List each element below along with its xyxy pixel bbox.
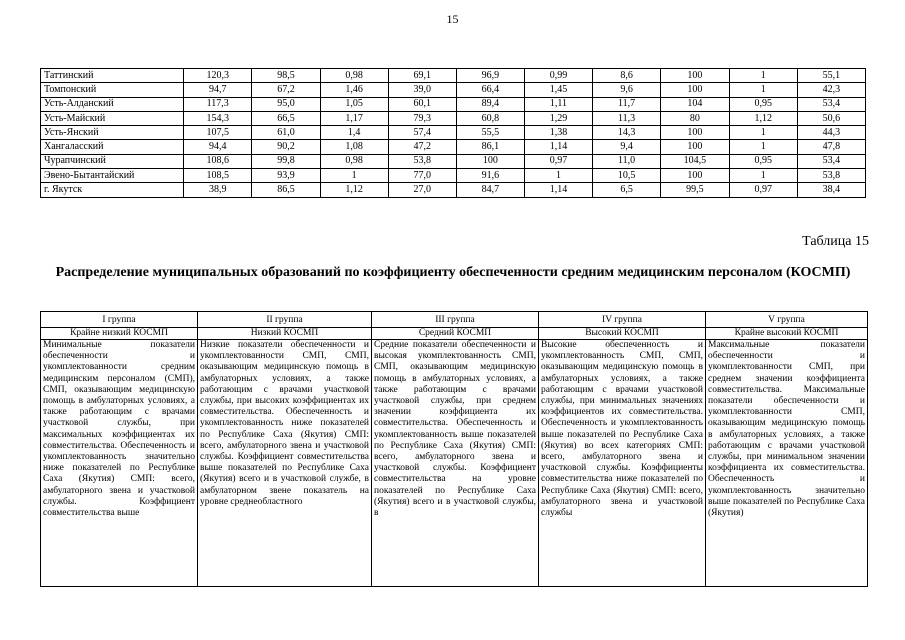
value-cell: 1,11 xyxy=(524,97,592,111)
value-cell: 11,3 xyxy=(593,111,661,125)
value-cell: 1,05 xyxy=(320,97,388,111)
value-cell: 96,9 xyxy=(456,69,524,83)
value-cell: 94,4 xyxy=(183,140,252,154)
value-cell: 100 xyxy=(456,154,524,168)
value-cell: 94,7 xyxy=(183,83,252,97)
value-cell: 57,4 xyxy=(388,126,456,140)
municipality-name-cell: Томпонский xyxy=(41,83,184,97)
value-cell: 104,5 xyxy=(661,154,730,168)
group-level-row xyxy=(41,328,868,340)
value-cell: 1,45 xyxy=(524,83,592,97)
group-header-1: I группа xyxy=(41,312,198,328)
value-cell: 67,2 xyxy=(252,83,320,97)
value-cell: 14,3 xyxy=(593,126,661,140)
table-title: Распределение муниципальных образований по коэффициенту обеспеченности средним медицинским персоналом (КОСМП) xyxy=(55,265,851,280)
value-cell: 38,9 xyxy=(183,183,252,197)
value-cell: 0,98 xyxy=(320,69,388,83)
value-cell: 99,8 xyxy=(252,154,320,168)
value-cell: 55,5 xyxy=(456,126,524,140)
table-row xyxy=(41,97,866,111)
group-level-2: Низкий КОСМП xyxy=(198,328,372,340)
municipality-name-cell: Таттинский xyxy=(41,69,184,83)
value-cell: 1,08 xyxy=(320,140,388,154)
value-cell: 38,4 xyxy=(797,183,865,197)
value-cell: 27,0 xyxy=(388,183,456,197)
group-header-3: III группа xyxy=(372,312,539,328)
value-cell: 84,7 xyxy=(456,183,524,197)
table-row xyxy=(41,83,866,97)
value-cell: 1,17 xyxy=(320,111,388,125)
value-cell: 1,46 xyxy=(320,83,388,97)
value-cell: 80 xyxy=(661,111,730,125)
value-cell: 0,99 xyxy=(524,69,592,83)
value-cell: 100 xyxy=(661,126,730,140)
value-cell: 50,6 xyxy=(797,111,865,125)
value-cell: 99,5 xyxy=(661,183,730,197)
value-cell: 1,12 xyxy=(729,111,797,125)
group-description-text: Низкие показатели обеспеченности и укомплектованности СМП, СМП, оказывающим медицинскую помощь в амбулаторных условиях, а также работающим с врачами участковой службы, при высоких коэффициентах их совместительства. Обеспеченность и укомплектованность ниже показателей по Республике Саха (Якутия) СМП: всего, амбулаторного звена и участковой службы. Коэффициент совместительства выше показателей по Республике Саха (Якутия) всего и в участковой службе, в амбулаторном звене показатель на уровне среднеобластного xyxy=(200,340,369,507)
group-level-4: Высокий КОСМП xyxy=(539,328,706,340)
municipality-name-cell: Хангаласский xyxy=(41,140,184,154)
value-cell: 154,3 xyxy=(183,111,252,125)
table-row xyxy=(41,154,866,168)
value-cell: 90,2 xyxy=(252,140,320,154)
municipality-name-cell: Эвено-Бытантайский xyxy=(41,169,184,183)
value-cell: 9,6 xyxy=(593,83,661,97)
table-row xyxy=(41,183,866,197)
municipality-name-cell: Усть-Янский xyxy=(41,126,184,140)
municipality-name-cell: Чурапчинский xyxy=(41,154,184,168)
group-description-text: Высокие обеспеченность и укомплектованность СМП, СМП, оказывающим медицинскую помощь в амбулаторных условиях, а также работающим с врачами участковой службы, при минимальных значениях коэффициентов их совместительства. Обеспеченность и укомплектованность выше показателей по Республике Саха (Якутия) во всех категориях СМП: всего, амбулаторного звена и участковой службы. Коэффициенты совместительства ниже показателей по Республике Саха (Якутия) СМП: всего, амбулаторного звена и участковой службы xyxy=(541,340,703,519)
group-level-3: Средний КОСМП xyxy=(372,328,539,340)
municipality-name-cell: Усть-Майский xyxy=(41,111,184,125)
group-header-4: IV группа xyxy=(539,312,706,328)
group-level-5: Крайне высокий КОСМП xyxy=(706,328,868,340)
value-cell: 1,14 xyxy=(524,140,592,154)
value-cell: 91,6 xyxy=(456,169,524,183)
value-cell: 79,3 xyxy=(388,111,456,125)
group-header-row xyxy=(41,312,868,328)
page-number: 15 xyxy=(446,12,459,26)
value-cell: 100 xyxy=(661,83,730,97)
value-cell: 53,4 xyxy=(797,154,865,168)
group-description-4 xyxy=(539,340,706,587)
group-header-2: II группа xyxy=(198,312,372,328)
value-cell: 1,4 xyxy=(320,126,388,140)
group-description-1 xyxy=(41,340,198,587)
value-cell: 98,5 xyxy=(252,69,320,83)
value-cell: 9,4 xyxy=(593,140,661,154)
value-cell: 1 xyxy=(729,83,797,97)
value-cell: 53,4 xyxy=(797,97,865,111)
stats-table-body xyxy=(41,69,866,198)
value-cell: 61,0 xyxy=(252,126,320,140)
value-cell: 1 xyxy=(729,169,797,183)
value-cell: 108,6 xyxy=(183,154,252,168)
value-cell: 1 xyxy=(729,69,797,83)
municipal-stats-table xyxy=(40,68,866,198)
value-cell: 1,38 xyxy=(524,126,592,140)
group-description-5 xyxy=(706,340,868,587)
value-cell: 39,0 xyxy=(388,83,456,97)
value-cell: 0,98 xyxy=(320,154,388,168)
group-description-text: Максимальные показатели обеспеченности и укомплектованности СМП, при среднем значении коэффициента совместительства. Максимальные показатели обеспеченности и укомплектованности СМП, оказывающим медицинскую помощь в амбулаторных условиях, а также работающим с врачами участковой службы, при минимальном значении коэффициента их совместительства. Обеспеченность и укомплектованность значительно выше показателей по Республике Саха (Якутия) xyxy=(708,340,865,519)
table-row xyxy=(41,111,866,125)
value-cell: 8,6 xyxy=(593,69,661,83)
value-cell: 1,12 xyxy=(320,183,388,197)
value-cell: 77,0 xyxy=(388,169,456,183)
value-cell: 60,8 xyxy=(456,111,524,125)
value-cell: 1 xyxy=(320,169,388,183)
value-cell: 100 xyxy=(661,169,730,183)
value-cell: 100 xyxy=(661,140,730,154)
value-cell: 11,7 xyxy=(593,97,661,111)
value-cell: 1 xyxy=(729,126,797,140)
group-level-1: Крайне низкий КОСМП xyxy=(41,328,198,340)
table-row xyxy=(41,126,866,140)
value-cell: 55,1 xyxy=(797,69,865,83)
value-cell: 53,8 xyxy=(797,169,865,183)
group-description-2 xyxy=(198,340,372,587)
value-cell: 0,95 xyxy=(729,154,797,168)
value-cell: 1,14 xyxy=(524,183,592,197)
value-cell: 1 xyxy=(729,140,797,154)
value-cell: 6,5 xyxy=(593,183,661,197)
value-cell: 95,0 xyxy=(252,97,320,111)
value-cell: 47,2 xyxy=(388,140,456,154)
value-cell: 47,8 xyxy=(797,140,865,154)
value-cell: 1 xyxy=(524,169,592,183)
value-cell: 0,95 xyxy=(729,97,797,111)
value-cell: 86,5 xyxy=(252,183,320,197)
group-description-3 xyxy=(372,340,539,587)
group-header-5: V группа xyxy=(706,312,868,328)
value-cell: 100 xyxy=(661,69,730,83)
value-cell: 69,1 xyxy=(388,69,456,83)
value-cell: 117,3 xyxy=(183,97,252,111)
group-description-row xyxy=(41,340,868,587)
value-cell: 86,1 xyxy=(456,140,524,154)
group-description-text: Минимальные показатели обеспеченности и укомплектованности средним медицинским персоналом (СМП), СМП, оказывающим медицинскую помощь в амбулаторных условиях, а также работающим с врачами участковой службы, при максимальных коэффициентах их совместительства. Обеспеченность и укомплектованность значительно ниже показателей по Республике Саха (Якутия) СМП: всего, амбулаторного звена и участковой службы. Коэффициент совместительства выше xyxy=(43,340,195,519)
municipality-name-cell: г. Якутск xyxy=(41,183,184,197)
value-cell: 104 xyxy=(661,97,730,111)
value-cell: 93,9 xyxy=(252,169,320,183)
value-cell: 11,0 xyxy=(593,154,661,168)
groups-table xyxy=(40,311,868,587)
value-cell: 108,5 xyxy=(183,169,252,183)
value-cell: 0,97 xyxy=(524,154,592,168)
value-cell: 10,5 xyxy=(593,169,661,183)
table-row xyxy=(41,140,866,154)
value-cell: 89,4 xyxy=(456,97,524,111)
value-cell: 66,4 xyxy=(456,83,524,97)
value-cell: 1,29 xyxy=(524,111,592,125)
table-label: Таблица 15 xyxy=(802,234,869,249)
table-row xyxy=(41,69,866,83)
value-cell: 120,3 xyxy=(183,69,252,83)
value-cell: 44,3 xyxy=(797,126,865,140)
value-cell: 53,8 xyxy=(388,154,456,168)
value-cell: 42,3 xyxy=(797,83,865,97)
value-cell: 60,1 xyxy=(388,97,456,111)
table-row xyxy=(41,169,866,183)
value-cell: 107,5 xyxy=(183,126,252,140)
municipality-name-cell: Усть-Алданский xyxy=(41,97,184,111)
value-cell: 66,5 xyxy=(252,111,320,125)
group-description-text: Средние показатели обеспеченности и высокая укомплектованность СМП, СМП, оказывающим медицинскую помощь в амбулаторных условиях, а также работающим с врачами участковой службы, при среднем значении коэффициента их совместительства. Обеспеченность и укомплектованность выше показателей по Республике Саха (Якутия) СМП: всего, амбулаторного звена и участковой службы. Коэффициент совместительства на уровне показателей по Республике Саха (Якутия) всего и в участковой службы, в xyxy=(374,340,536,519)
value-cell: 0,97 xyxy=(729,183,797,197)
